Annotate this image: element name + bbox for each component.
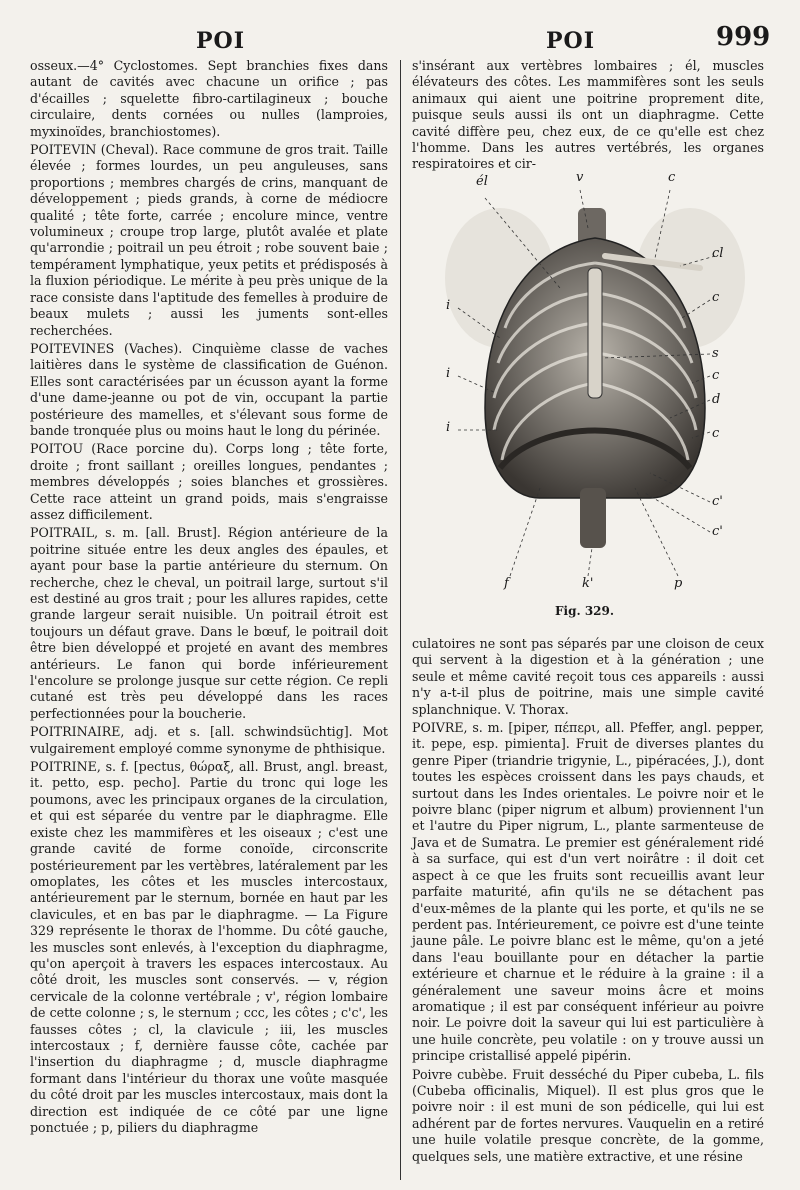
sternum (588, 268, 602, 398)
label-v: v (576, 170, 584, 185)
lumbar-spine (580, 488, 606, 548)
left-column (30, 58, 388, 1138)
figure-caption: Fig. 329. (555, 604, 615, 618)
entry-poitou: POITOU (Race porcine du). Corps long ; tête forte, droite ; front saillant ; oreilles longues, pendantes ; membres développés ; soies blanches et grossières. Cette race atteint un grand poids, mais s'engraisse assez difficilement. (30, 441, 388, 522)
entry-poivre: POIVRE, s. m. [piper, πέπερι, all. Pfeffer, angl. pepper, it. pepe, esp. pimienta]. Fruit de diverses plantes du genre Piper (triandrie trigynie, L., pipéracées, J.), dont toutes les espèces croissent dans les pays chauds, et surtout dans les Indes orientales. Le poivre noir et le poivre blanc (piper nigrum et album) proviennent l'un et l'autre du Piper nigrum, L., plante sarmenteuse de Java et de Sumatra. Le premier est généralement ridé à sa surface, qui est d'un vert noirâtre : il doit cet aspect à ce que les fruits sont recueillis avant leur parfaite maturité, afin qu'ils ne se détachent pas d'eux-mêmes de la plante qui les porte, et qu'ils ne se perdent pas. Intérieurement, ce poivre est d'une teinte jaune pâle. Le poivre blanc est le même, qu'on a jeté dans l'eau bouillante pour en détacher la partie extérieure et charnue et le réduire à la graine : il a généralement une saveur moins âcre et moins aromatique ; il est par conséquent inférieur au poivre noir. Le poivre doit la saveur qui lui est particulière à une huile concrète, peu volatile : on y trouve aussi un principe cristallisé appelé pipérin. (412, 720, 764, 1064)
entry-poitrail: POITRAIL, s. m. [all. Brust]. Région antérieure de la poitrine située entre les deux angles des épaules, et ayant pour base la partie antérieure du sternum. On recherche, chez le cheval, un poitrail large, surtout s'il est destiné au gros trait ; pour les allures rapides, cette grande largeur serait nuisible. Un poitrail étroit est toujours un défaut grave. Dans le bœuf, le poitrail doit être bien développé et projeté en avant des membres antérieurs. Le fanon qui borde inférieurement l'encolure se prolonge jusque sur cette région. Ce repli cutané est très peu développé dans les races perfectionnées pour la boucherie. (30, 525, 388, 721)
right-column-top (412, 58, 764, 175)
entry-poitevines: POITEVINES (Vaches). Cinquième classe de vaches laitières dans le système de classification de Guénon. Elles sont caractérisées par un écusson ayant la forme d'une dame-jeanne ou pot de vin, occupant la partie postérieure des mamelles, et s'élevant sous forme de bande tronquée plus ou moins haut le long du périnée. (30, 340, 388, 438)
label-k: k' (582, 576, 594, 591)
label-i3: i (446, 420, 451, 435)
label-cl: cl (712, 246, 724, 261)
right-column-bottom (412, 636, 764, 1167)
running-header (0, 22, 800, 58)
label-i1: i (446, 298, 451, 313)
entry-poivre-cubebe: Poivre cubèbe. Fruit desséché du Piper cubeba, L. fils (Cubeba officinalis, Miquel). Il est plus gros que le poivre noir : il est muni de son pédicelle, qui lui est adhérent par de fortes nervures. Vauquelin en a retiré une huile volatile presque concrète, de la gomme, quelques sels, une matière extractive, et une résine (412, 1066, 764, 1164)
entry-poitrinaire: POITRINAIRE, adj. et s. [all. schwindsüchtig]. Mot vulgairement employé comme synonyme de phthisique. (30, 724, 388, 756)
thorax-figure (430, 168, 760, 616)
label-c3: c (712, 426, 720, 441)
label-el: él (476, 174, 488, 189)
label-c1: c (712, 290, 720, 305)
label-i2: i (446, 366, 451, 381)
label-p: p (674, 576, 683, 591)
label-s: s (712, 346, 719, 361)
page-number: 999 (716, 22, 771, 52)
label-c-prime-2: c' (712, 524, 723, 539)
label-c-prime-1: c' (712, 494, 723, 509)
entry-poitevin: POITEVIN (Cheval). Race commune de gros trait. Taille élevée ; formes lourdes, un peu anguleuses, sans proportions ; membres chargés de crins, manquant de développement ; pieds grands, à corne de médiocre qualité ; tête forte, carrée ; encolure mince, ventre volumineux ; croupe trop large, plutôt avalée et plate qu'arrondie ; poitrail un peu étroit ; robe souvent baie ; tempérament lymphatique, yeux petits et prédisposés à la fluxion périodique. Le mérite à peu près unique de la race consiste dans l'aptitude des femelles à produire de beaux mulets ; aussi les juments sont-elles recherchées. (30, 142, 388, 338)
right-running-title: POI (546, 28, 595, 54)
column-divider (400, 60, 401, 1180)
label-c2: c (712, 368, 720, 383)
entry-poitrine: POITRINE, s. f. [pectus, θώραξ, all. Brust, angl. breast, it. petto, esp. pecho]. Partie du tronc qui loge les poumons, avec les principaux organes de la circulation, et qui est séparée du ventre par le diaphragme. Elle existe chez les mammifères et les oiseaux ; c'est une grande cavité de forme conoïde, circonscrite postérieurement par les vertèbres, latéralement par les omoplates, les côtes et les muscles intercostaux, antérieurement par le sternum, bornée en haut par les clavicules, et en bas par le diaphragme. — La Figure 329 représente le thorax de l'homme. Du côté gauche, les muscles sont enlevés, à l'exception du diaphragme, qu'on aperçoit à travers les espaces intercostaux. Au côté droit, les muscles sont conservés. — v, région cervicale de la colonne vertébrale ; v', région lombaire de cette colonne ; s, le sternum ; ccc, les côtes ; c'c', les fausses côtes ; cl, la clavicule ; iii, les muscles intercostaux ; f, dernière fausse côte, cachée par l'insertion du diaphragme ; d, muscle diaphragme formant dans l'intérieur du thorax une voûte masquée du côté droit par les muscles intercostaux, mais dont la direction est indiquée de ce côté par une ligne ponctuée ; p, piliers du diaphragme (30, 759, 388, 1135)
paragraph-splanchnique: culatoires ne sont pas séparés par une cloison de ceux qui servent à la digestion et à la génération ; une seule et même cavité reçoit tous ces appareils : aussi n'y a-t-il plus de poitrine, mais une simple cavité splanchnique. V. Thorax. (412, 636, 764, 717)
left-running-title: POI (196, 28, 245, 54)
label-d: d (712, 392, 721, 407)
label-c-top: c (668, 170, 676, 185)
paragraph-cyclostomes: osseux.—4° Cyclostomes. Sept branchies fixes dans autant de cavités avec chacune un orifice ; pas d'écailles ; squelette fibro-cartilagineux ; bouche circulaire, dents cornées ou nulles (lamproies, myxinoïdes, branchiostomes). (30, 58, 388, 139)
thorax-illustration (430, 168, 760, 616)
label-f: f (504, 576, 509, 591)
paragraph-poitrine-continued: s'insérant aux vertèbres lombaires ; él, muscles élévateurs des côtes. Les mammifères sont les seuls animaux qui aient une poitrine proprement dite, puisque seuls aussi ils ont un diaphragme. Cette cavité diffère peu, chez eux, de ce qu'elle est chez l'homme. Dans les autres vertébrés, les organes respiratoires et cir- (412, 58, 764, 172)
